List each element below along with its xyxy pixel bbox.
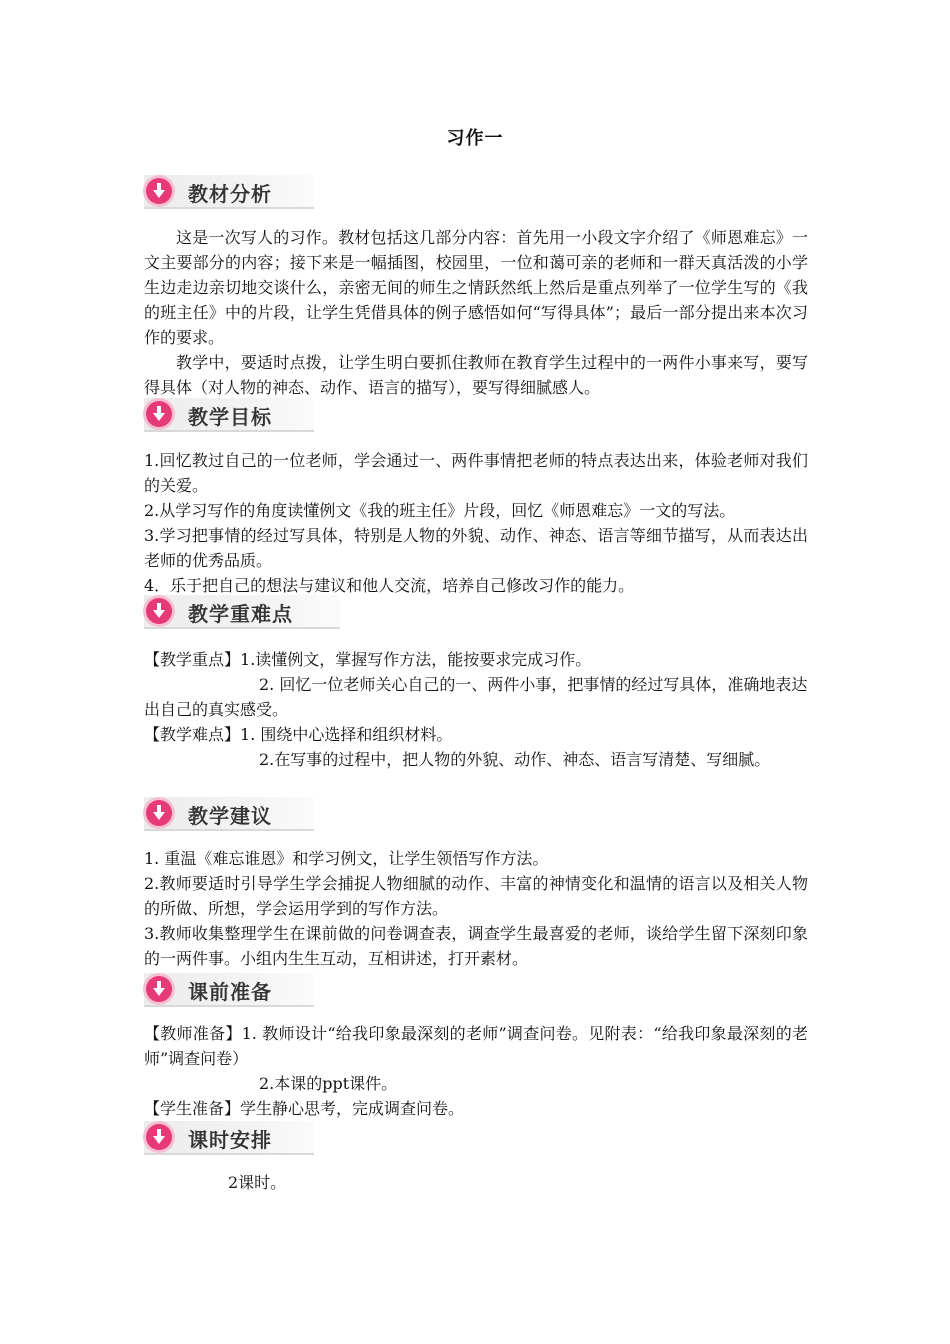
goals-content	[144, 448, 808, 598]
section-heading-text: 教学建议	[188, 804, 272, 828]
focus-item: 1.读懂例文，掌握写作方法，能按要求完成习作。	[240, 650, 592, 669]
section-heading-analysis	[144, 175, 314, 209]
section-heading-text: 教材分析	[188, 182, 272, 206]
goal-item: 3.学习把事情的经过写具体，特别是人物的外貌、动作、神态、语言等细节描写，从而表达出老师的优秀品质。	[144, 526, 808, 570]
arrow-down-icon	[146, 178, 172, 204]
section-heading-preparation	[144, 973, 314, 1007]
focus-item: 2. 回忆一位老师关心自己的一、两件小事，把事情的经过写具体，准确地表达出自己的真实感受。	[144, 675, 808, 719]
arrow-down-icon	[146, 401, 172, 427]
analysis-paragraph: 这是一次写人的习作。教材包括这几部分内容：首先用一小段文字介绍了《师恩难忘》一文主要部分的内容；接下来是一幅插图，校园里，一位和蔼可亲的老师和一群天真活泼的小学生边走边亲切地交谈什么，亲密无间的师生之情跃然纸上然后是重点列举了一位学生写的《我的班主任》中的片段，让学生凭借具体的例子感悟如何“写得具体”；最后一部分提出来本次习作的要求。	[144, 228, 808, 347]
teacher-prep-tag: 【教师准备】	[144, 1024, 242, 1043]
difficulty-tag: 【教学难点】	[144, 725, 241, 744]
section-heading-text: 教学重难点	[188, 602, 293, 626]
goal-item: 2.从学习写作的角度读懂例文《我的班主任》片段，回忆《师恩难忘》一文的写法。	[144, 501, 736, 520]
section-heading-text: 教学目标	[188, 405, 272, 429]
suggestion-item: 2.教师要适时引导学生学会捕捉人物细腻的动作、丰富的神情变化和温情的语言以及相关人物的所做、所想，学会运用学到的写作方法。	[144, 874, 808, 918]
teacher-prep-line	[144, 1021, 808, 1071]
section-heading-text: 课前准备	[188, 980, 272, 1004]
teacher-prep-item: 1. 教师设计“给我印象最深刻的老师”调查问卷。见附表：“给我印象最深刻的老师”调查问卷）	[144, 1024, 808, 1068]
focus-tag: 【教学重点】	[144, 650, 241, 669]
analysis-paragraph: 教学中，要适时点拨，让学生明白要抓住教师在教育学生过程中的一两件小事来写，要写得具体（对人物的神态、动作、语言的描写），要写得细腻感人。	[144, 353, 808, 397]
schedule-content	[144, 1170, 808, 1195]
student-prep-tag: 【学生准备】	[144, 1099, 241, 1118]
suggestion-item: 3.教师收集整理学生在课前做的问卷调查表，调查学生最喜爱的老师，谈给学生留下深刻印象的一两件事。小组内生生互动，互相讲述，打开素材。	[144, 924, 808, 968]
arrow-down-icon	[146, 976, 172, 1002]
key-points-content	[144, 647, 808, 772]
difficulty-line	[144, 722, 808, 747]
student-prep-item: 学生静心思考，完成调查问卷。	[240, 1099, 465, 1118]
section-heading-key-points	[144, 595, 340, 629]
arrow-down-icon	[146, 598, 172, 624]
section-heading-suggestions	[144, 797, 314, 831]
section-heading-schedule	[144, 1121, 314, 1155]
focus-line	[144, 647, 808, 672]
section-heading-text: 课时安排	[188, 1128, 272, 1152]
page-title: 习作一	[446, 128, 504, 149]
analysis-content	[144, 225, 808, 400]
student-prep-line	[144, 1096, 808, 1121]
goal-item: 1.回忆教过自己的一位老师，学会通过一、两件事情把老师的特点表达出来，体验老师对我们的关爱。	[144, 451, 808, 495]
teacher-prep-item: 2.本课的ppt课件。	[259, 1074, 398, 1093]
preparation-content	[144, 1021, 808, 1121]
difficulty-item: 2.在写事的过程中，把人物的外貌、动作、神态、语言写清楚、写细腻。	[259, 750, 771, 769]
section-heading-goals	[144, 398, 314, 432]
suggestions-content	[144, 846, 808, 971]
difficulty-item: 1. 围绕中心选择和组织材料。	[240, 725, 453, 744]
class-hours: 2课时。	[228, 1173, 287, 1192]
suggestion-item: 1. 重温《难忘谁恩》和学习例文，让学生领悟写作方法。	[144, 849, 549, 868]
arrow-down-icon	[146, 800, 172, 826]
goal-item: 4．乐于把自己的想法与建议和他人交流，培养自己修改习作的能力。	[144, 576, 635, 595]
arrow-down-icon	[146, 1124, 172, 1150]
